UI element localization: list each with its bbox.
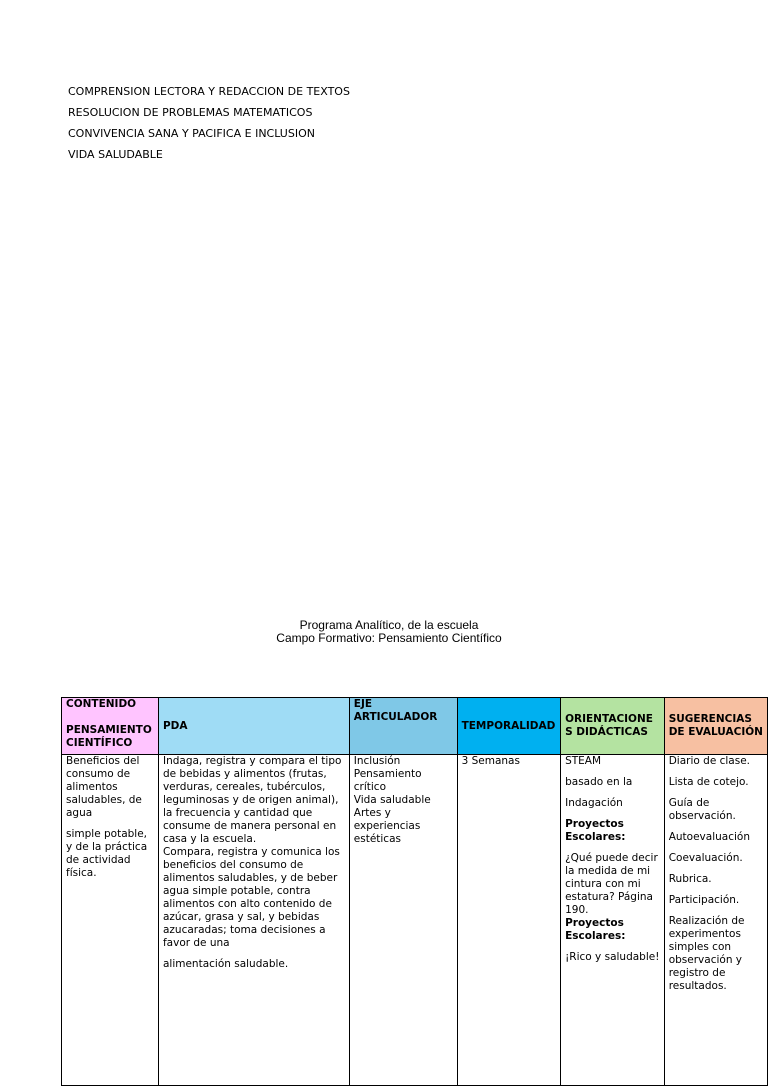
orientacion-proyectos-2: Proyectos Escolares: (565, 917, 626, 942)
eje-pensamiento-critico: Pensamiento crítico (353, 768, 422, 793)
intro-line-convivencia: CONVIVENCIA SANA Y PACIFICA E INCLUSION (68, 127, 315, 140)
pda-text-3: alimentación saludable. (162, 958, 289, 970)
campo-formativo-title: Campo Formativo: Pensamiento Científico (276, 631, 502, 645)
header-temporalidad: TEMPORALIDAD (457, 698, 561, 755)
temporalidad-value: 3 Semanas (461, 755, 520, 767)
intro-list (68, 81, 350, 165)
sugerencia-guia-observacion: Guía de observación. (668, 797, 736, 822)
program-title: Programa Analítico, de la escuela (299, 618, 479, 632)
eje-inclusion: Inclusión (353, 755, 401, 767)
orientacion-rico-saludable: ¡Rico y saludable! (565, 951, 660, 963)
orientacion-indagacion: Indagación (565, 797, 623, 809)
orientacion-steam: STEAM (565, 755, 602, 767)
sugerencia-coevaluacion: Coevaluación. (668, 852, 743, 864)
sugerencia-lista-cotejo: Lista de cotejo. (668, 776, 749, 788)
cell-pda (158, 755, 349, 1086)
intro-line-matematicos: RESOLUCION DE PROBLEMAS MATEMATICOS (68, 106, 313, 119)
eje-vida-saludable: Vida saludable (353, 794, 431, 806)
header-contenido-label: CONTENIDO (66, 698, 137, 710)
header-eje-articulador: EJE ARTICULADOR (349, 698, 457, 755)
contenido-text-2: simple potable, y de la práctica de actividad física. (66, 828, 148, 879)
sugerencia-autoevaluacion: Autoevaluación (668, 831, 750, 843)
orientacion-basado: basado en la (565, 776, 633, 788)
intro-line-vida-saludable: VIDA SALUDABLE (68, 148, 163, 161)
header-sugerencias (664, 698, 767, 755)
table-row (62, 755, 768, 1086)
header-sugerencias-label: SUGERENCIAS DE EVALUACIÓN (668, 713, 763, 738)
cell-orientaciones (561, 755, 665, 1086)
intro-line-lectura: COMPRENSION LECTORA Y REDACCION DE TEXTOS (68, 85, 350, 98)
sugerencia-rubrica: Rubrica. (668, 873, 712, 885)
cell-contenido (62, 755, 159, 1086)
header-pda: PDA (158, 698, 349, 755)
sugerencia-experimentos: Realización de experimentos simples con observación y registro de resultados. (668, 915, 745, 992)
cell-eje (349, 755, 457, 1086)
header-contenido (62, 698, 159, 755)
table-header-row (62, 698, 768, 755)
cell-temporalidad (457, 755, 561, 1086)
sugerencia-participacion: Participación. (668, 894, 740, 906)
header-contenido-subtitle: PENSAMIENTO CIENTÍFICO (66, 724, 152, 749)
orientacion-pregunta: ¿Qué puede decir la medida de mi cintura con mi estatura? Página 190. (565, 852, 658, 916)
header-orientaciones: ORIENTACIONES DIDÁCTICAS (561, 698, 665, 755)
cell-sugerencias (664, 755, 767, 1086)
pda-text-1: Indaga, registra y compara el tipo de bebidas y alimentos (frutas, verduras, cereales, tubérculos, leguminosas y de origen animal), la frecuencia y cantidad que consume de manera personal en casa y la escuela. (162, 755, 342, 845)
program-table (61, 697, 768, 1086)
contenido-text-1: Beneficios del consumo de alimentos saludables, de agua (66, 755, 142, 819)
sugerencia-diario: Diario de clase. (668, 755, 751, 767)
pda-text-2: Compara, registra y comunica los beneficios del consumo de alimentos saludables, y de beber agua simple potable, contra alimentos con alto contenido de azúcar, grasa y sal, y bebidas azucaradas; toma decisiones a favor de una (162, 846, 340, 949)
orientacion-proyectos-1: Proyectos Escolares: (565, 818, 626, 843)
eje-artes: Artes y experiencias estéticas (353, 807, 421, 845)
